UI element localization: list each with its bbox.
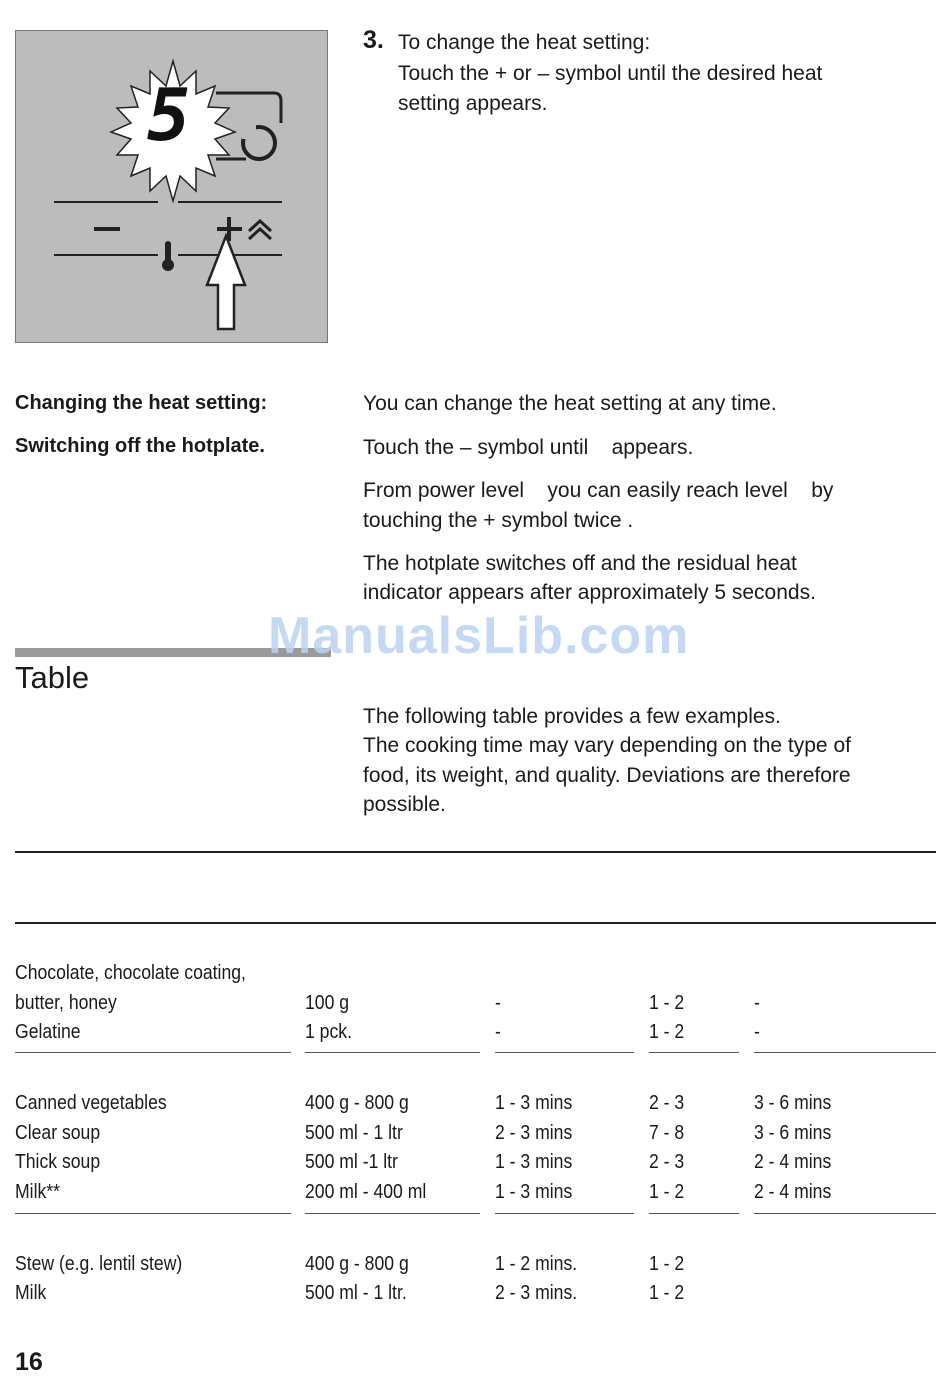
display-digit: 5 bbox=[147, 73, 191, 157]
column-rule bbox=[305, 1213, 480, 1214]
column-rule bbox=[15, 1052, 291, 1053]
table-cell: 1 - 2 mins. bbox=[495, 1253, 578, 1275]
table-cell: 500 ml -1 ltr bbox=[305, 1151, 398, 1173]
column-rule bbox=[649, 1052, 739, 1053]
section-title: Table bbox=[15, 660, 90, 695]
switching-text-2a: From power level you can easily reach level by bbox=[363, 479, 834, 502]
table-cell: Canned vegetables bbox=[15, 1092, 167, 1114]
table-cell: 500 ml - 1 ltr. bbox=[305, 1282, 407, 1304]
step-line-1: Touch the + or – symbol until the desired heat bbox=[398, 62, 823, 85]
table-cell: butter, honey bbox=[15, 992, 117, 1014]
table-cell: - bbox=[754, 1021, 760, 1043]
switching-text-3a: The hotplate switches off and the residual heat bbox=[363, 552, 797, 575]
table-cell: 2 - 3 mins. bbox=[495, 1282, 578, 1304]
table-cell: 400 g - 800 g bbox=[305, 1092, 409, 1114]
column-rule bbox=[495, 1052, 634, 1053]
section-intro-1: The following table provides a few examples. bbox=[363, 705, 781, 728]
table-cell: 2 - 4 mins bbox=[754, 1151, 832, 1173]
table-cell: 3 - 6 mins bbox=[754, 1122, 832, 1144]
table-cell: 3 - 6 mins bbox=[754, 1092, 832, 1114]
section-intro-4: possible. bbox=[363, 793, 446, 816]
switching-text-2b: touching the + symbol twice . bbox=[363, 509, 634, 532]
step-line-2: setting appears. bbox=[398, 92, 548, 115]
table-cell: 200 ml - 400 ml bbox=[305, 1181, 427, 1203]
table-cell: 1 - 3 mins bbox=[495, 1151, 573, 1173]
table-cell: 2 - 3 bbox=[649, 1151, 685, 1173]
table-cell: 500 ml - 1 ltr bbox=[305, 1122, 403, 1144]
column-rule bbox=[754, 1213, 936, 1214]
changing-text: You can change the heat setting at any time. bbox=[363, 392, 777, 415]
step-title: To change the heat setting: bbox=[398, 31, 651, 54]
table-cell: 2 - 3 mins bbox=[495, 1122, 573, 1144]
table-cell: Chocolate, chocolate coating, bbox=[15, 962, 246, 984]
table-cell: 1 - 3 mins bbox=[495, 1092, 573, 1114]
column-rule bbox=[649, 1213, 739, 1214]
table-cell: Milk** bbox=[15, 1181, 60, 1203]
table-cell: 7 - 8 bbox=[649, 1122, 685, 1144]
switching-text-1: Touch the – symbol until appears. bbox=[363, 436, 694, 459]
table-cell: Gelatine bbox=[15, 1021, 81, 1043]
table-cell: Milk bbox=[15, 1282, 47, 1304]
table-cell: - bbox=[495, 1021, 501, 1043]
watermark: ManualsLib.com bbox=[268, 607, 690, 665]
table-cell: 1 pck. bbox=[305, 1021, 352, 1043]
table-cell: Stew (e.g. lentil stew) bbox=[15, 1253, 183, 1275]
table-cell: 1 - 2 bbox=[649, 992, 685, 1014]
control-panel-illustration bbox=[15, 30, 328, 343]
table-header-bottom-rule bbox=[15, 922, 936, 924]
switching-label: Switching off the hotplate. bbox=[15, 435, 265, 457]
step-number: 3. bbox=[363, 26, 384, 54]
page-number: 16 bbox=[15, 1348, 43, 1376]
section-intro-2: The cooking time may vary depending on the type of bbox=[363, 734, 851, 757]
up-arrow-icon bbox=[207, 236, 245, 329]
column-rule bbox=[15, 1213, 291, 1214]
column-rule bbox=[305, 1052, 480, 1053]
table-cell: 100 g bbox=[305, 992, 350, 1014]
section-intro-3: food, its weight, and quality. Deviations are therefore bbox=[363, 764, 851, 787]
table-cell: Clear soup bbox=[15, 1122, 101, 1144]
column-rule bbox=[754, 1052, 936, 1053]
table-cell: 1 - 2 bbox=[649, 1021, 685, 1043]
table-cell: 1 - 2 bbox=[649, 1253, 685, 1275]
table-cell: Thick soup bbox=[15, 1151, 101, 1173]
table-cell: - bbox=[754, 992, 760, 1014]
table-cell: 1 - 2 bbox=[649, 1181, 685, 1203]
table-cell: 1 - 3 mins bbox=[495, 1181, 573, 1203]
table-header-top-rule bbox=[15, 851, 936, 853]
table-cell: 2 - 4 mins bbox=[754, 1181, 832, 1203]
column-rule bbox=[495, 1213, 634, 1214]
table-cell: 400 g - 800 g bbox=[305, 1253, 409, 1275]
table-cell: 1 - 2 bbox=[649, 1282, 685, 1304]
table-cell: - bbox=[495, 992, 501, 1014]
switching-text-3b: indicator appears after approximately 5 seconds. bbox=[363, 581, 816, 604]
changing-label: Changing the heat setting: bbox=[15, 392, 268, 414]
table-cell: 2 - 3 bbox=[649, 1092, 685, 1114]
